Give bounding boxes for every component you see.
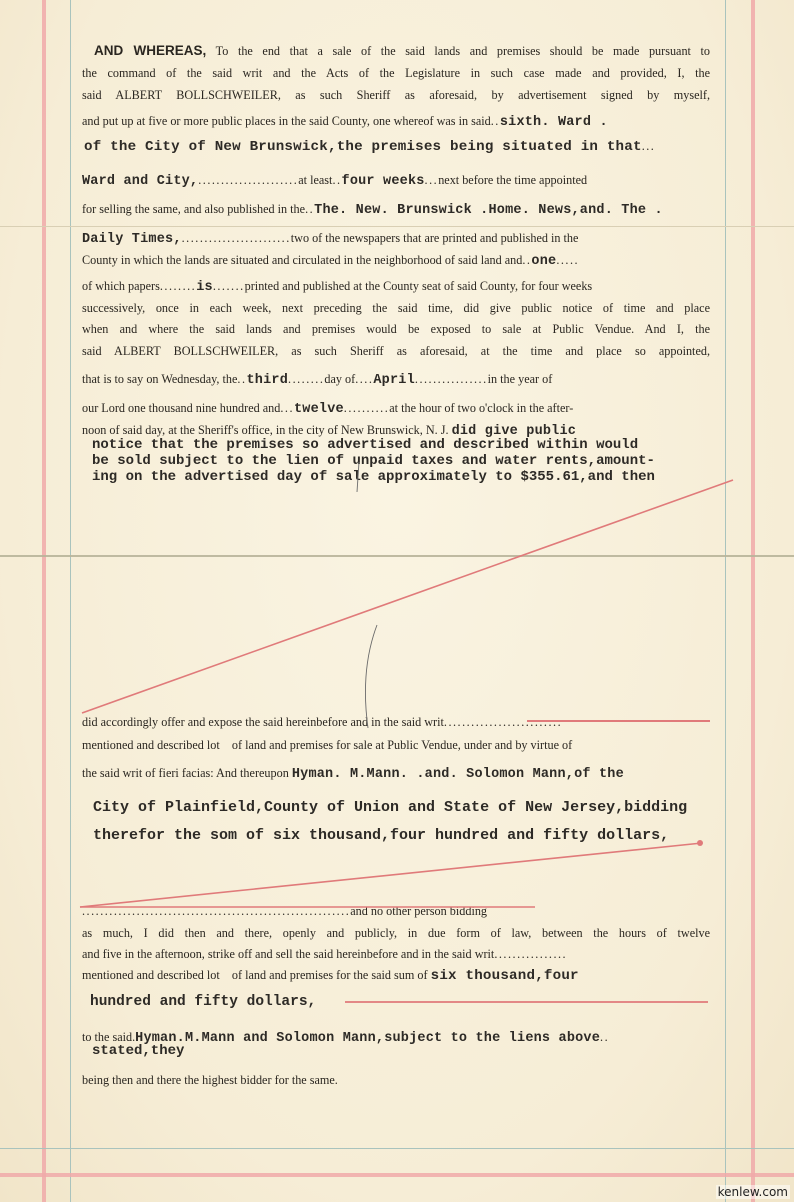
text-line: ...........................................................and no other person bidding bbox=[82, 904, 488, 918]
text-segment: mentioned and described lot of land and premises for the said sum of bbox=[82, 968, 428, 982]
red-strike-diagonal bbox=[80, 843, 702, 907]
text-line: did accordingly offer and expose the said hereinbefore and in the said writ.......................... bbox=[82, 715, 563, 729]
text-segment: two of the newspapers that are printed and published in the bbox=[290, 231, 579, 245]
text-line: of the City of New Brunswick,the premises being situated in that... bbox=[84, 139, 656, 155]
text-segment: and five in the afternoon, strike off and sell the said hereinbefore and in the said writ bbox=[82, 947, 495, 961]
text-segment: day of bbox=[324, 372, 356, 386]
text-segment: and put up at five or more public places in the said County, one whereof was in said bbox=[82, 114, 491, 128]
pencil-stroke bbox=[357, 462, 359, 492]
text-segment: next before the time appointed bbox=[438, 173, 588, 187]
text-segment: mentioned and described lot of land and premises for sale at Public Vendue, under and by virtue of bbox=[82, 738, 573, 752]
text-segment: did accordingly offer and expose the said hereinbefore and in the said writ bbox=[82, 715, 444, 729]
text-line: Ward and City,......................at least..four weeks...next before the time appointed bbox=[82, 173, 588, 189]
text-segment: at least bbox=[298, 173, 333, 187]
text-segment: of which papers bbox=[82, 279, 160, 293]
typed-entry-newspapers: The. New. Brunswick .Home. News,and. The . bbox=[314, 203, 663, 218]
typed-entry: did give public bbox=[451, 424, 577, 439]
text-segment: being then and there the highest bidder for the same. bbox=[82, 1073, 338, 1087]
typed-entry-buyers: Hyman.M.Mann and Solomon Mann,subject to the liens above bbox=[135, 1031, 601, 1046]
text-segment: successively, once in each week, next preceding the said time, did give public notice of time and place bbox=[82, 301, 710, 315]
typed-line: stated,they bbox=[92, 1043, 185, 1059]
text-segment: that is to say on Wednesday, the bbox=[82, 372, 238, 386]
typed-entry-month: April bbox=[373, 373, 415, 388]
text-line: Daily Times,........................two of the newspapers that are printed and published in the bbox=[82, 231, 579, 247]
text-segment: County in which the lands are situated and circulated in the neighborhood of said land and bbox=[82, 253, 523, 267]
text-segment: the said writ of fieri facias: And thereupon bbox=[82, 766, 289, 780]
typed-entry: Ward and City, bbox=[82, 174, 199, 189]
typed-entry: Daily Times, bbox=[82, 232, 182, 247]
watermark-credit: kenlew.com bbox=[717, 1185, 788, 1199]
text-segment: said ALBERT BOLLSCHWEILER, as such Sheriff as aforesaid, by advertisement signed by myself, bbox=[82, 88, 710, 102]
typed-entry-day: third bbox=[246, 373, 289, 388]
text-line: that is to say on Wednesday, the..third........day of....April................in the year of bbox=[82, 372, 553, 388]
text-line: and put up at five or more public places in the said County, one whereof was in said..sixth. Ward . bbox=[82, 114, 608, 130]
text-line: and five in the afternoon, strike off and sell the said hereinbefore and in the said writ................ bbox=[82, 947, 568, 961]
typed-line: hundred and fifty dollars, bbox=[90, 994, 317, 1010]
text-segment: when and where the said lands and premises would be exposed to sale at Public Vendue. And I, the bbox=[82, 322, 710, 336]
typed-entry-ward: sixth. Ward . bbox=[499, 115, 608, 130]
text-line: our Lord one thousand nine hundred and...twelve..........at the hour of two o'clock in the after- bbox=[82, 401, 574, 417]
text-segment: to the said. bbox=[82, 1030, 136, 1044]
typed-entry-city: of the City of New Brunswick,the premises being situated in that bbox=[84, 139, 642, 155]
red-strike-diagonal bbox=[82, 480, 733, 713]
pencil-stroke bbox=[365, 625, 377, 728]
typed-line: be sold subject to the lien of unpaid taxes and water rents,amount- bbox=[92, 453, 655, 469]
typed-line: City of Plainfield,County of Union and State of New Jersey,bidding bbox=[93, 799, 688, 816]
typed-entry: is bbox=[196, 280, 213, 295]
typed-entry-duration: four weeks bbox=[341, 174, 425, 189]
text-line: for selling the same, and also published in the..The. New. Brunswick .Home. News,and. The . bbox=[82, 202, 663, 218]
text-segment: noon of said day, at the Sheriff's office, in the city of New Brunswick, N. J. bbox=[82, 423, 449, 437]
red-ink-blot bbox=[697, 840, 703, 846]
text-segment: at the hour of two o'clock in the after- bbox=[389, 401, 574, 415]
text-segment: said ALBERT BOLLSCHWEILER, as such Sheriff as aforesaid, at the time and place so appointed, bbox=[82, 344, 710, 358]
typed-entry-year: twelve bbox=[293, 402, 344, 417]
section-heading: AND WHEREAS, bbox=[94, 43, 207, 58]
typed-line: notice that the premises so advertised and described within would bbox=[92, 437, 639, 453]
typed-entry-buyers: Hyman. M.Mann. .and. Solomon Mann,of the bbox=[291, 767, 624, 782]
text-segment: in the year of bbox=[487, 372, 553, 386]
text-line: of which papers........is.......printed and published at the County seat of said County, for four weeks bbox=[82, 279, 593, 295]
typed-line: therefor the som of six thousand,four hundred and fifty dollars, bbox=[93, 827, 670, 844]
text-line: County in which the lands are situated and circulated in the neighborhood of said land and..one..... bbox=[82, 253, 580, 269]
text-line: to the said.Hyman.M.Mann and Solomon Mann,subject to the liens above.. bbox=[82, 1030, 610, 1046]
typed-entry-sum: six thousand,four bbox=[430, 968, 579, 984]
text-segment: and no other person bidding bbox=[350, 904, 488, 918]
text-segment: for selling the same, and also published in the bbox=[82, 202, 306, 216]
text-segment: the command of the said writ and the Acts of the Legislature in such case made and provided, I, the bbox=[82, 66, 710, 80]
typed-line: ing on the advertised day of sale approximately to $355.61,and then bbox=[92, 469, 655, 485]
typed-entry: one bbox=[531, 254, 557, 269]
text-segment: as much, I did then and there, openly and publicly, in due form of law, between the hours of twelve bbox=[82, 926, 710, 940]
text-segment: printed and published at the County seat of said County, for four weeks bbox=[244, 279, 593, 293]
text-segment: To the end that a sale of the said lands and premises should be made pursuant to bbox=[215, 44, 710, 58]
text-segment: our Lord one thousand nine hundred and bbox=[82, 401, 281, 415]
